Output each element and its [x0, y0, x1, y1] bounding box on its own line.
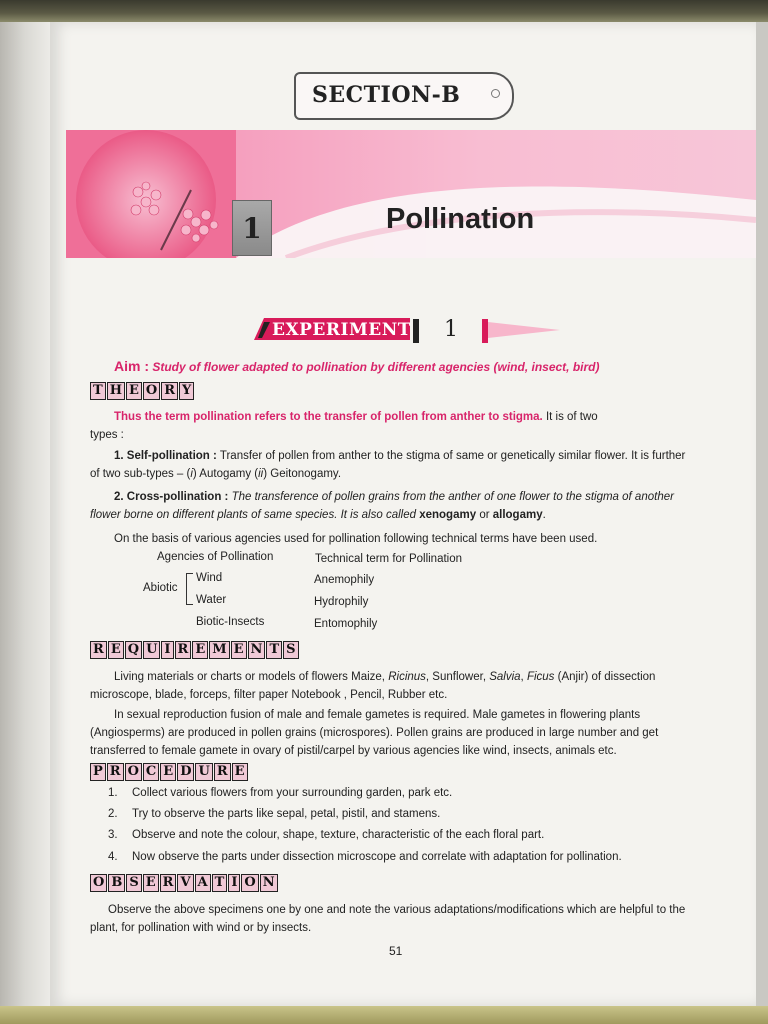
heading-letter: O — [125, 763, 142, 781]
heading-letter: R — [90, 641, 107, 659]
term-anemophily: Anemophily — [314, 574, 375, 586]
step-number: 3. — [108, 829, 118, 841]
cross-or: or — [479, 509, 490, 521]
self-pollination-text: Transfer of pollen from anther to the stigma of same or genetically similar flower. It is further — [219, 450, 686, 462]
req-materials-line2: microscope, blade, forceps, filter paper Notebook , Pencil, Rubber etc. — [90, 689, 448, 701]
requirements-para2 — [90, 706, 730, 760]
term-allogamy: allogamy — [492, 509, 543, 521]
requirements-para1 — [90, 668, 730, 704]
abiotic-label: Abiotic — [143, 582, 178, 594]
heading-letter: I — [161, 641, 173, 659]
heading-letter: O — [241, 874, 258, 892]
heading-letter: D — [177, 763, 194, 781]
observation-line1: Observe the above specimens one by one and note the various adaptations/modifications which are helpful to the — [108, 904, 686, 916]
req-materials-c: , — [520, 671, 524, 683]
req-para2-line1: In sexual reproduction fusion of male and female gametes is required. Male gametes in flowering plants — [114, 709, 641, 721]
req-ficus: Ficus — [526, 671, 555, 683]
theory-intro — [90, 408, 730, 444]
section-tag — [294, 72, 514, 120]
heading-letter: O — [143, 382, 160, 400]
req-materials-a: Living materials or charts or models of flowers Maize, — [114, 671, 385, 683]
heading-letter: B — [108, 874, 125, 892]
heading-letter: E — [232, 763, 248, 781]
term-entomophily: Entomophily — [314, 618, 378, 630]
step-text: Now observe the parts under dissection microscope and correlate with adaptation for pollination. — [132, 851, 622, 863]
experiment-bar-pink — [482, 319, 488, 343]
step-number: 4. — [108, 851, 118, 863]
banner-flower-graphic — [66, 130, 756, 258]
heading-letter: A — [195, 874, 211, 892]
experiment-bar-dark — [413, 319, 419, 343]
step-number: 1. — [108, 787, 118, 799]
scan-top-edge — [0, 0, 768, 22]
table-header-agencies: Agencies of Pollination — [157, 551, 274, 563]
term-xenogamy: xenogamy — [419, 509, 477, 521]
experiment-number: 1 — [444, 317, 458, 342]
abiotic-bracket — [186, 573, 193, 605]
heading-letter: U — [195, 763, 212, 781]
aim-label: Aim : — [114, 358, 149, 374]
heading-letter: O — [90, 874, 107, 892]
step-text: Observe and note the colour, shape, texture, characteristic of the each floral part. — [132, 829, 545, 841]
procedure-step-4 — [108, 851, 622, 863]
procedure-step-3 — [108, 829, 544, 841]
observation-para — [90, 901, 730, 937]
self-subtypes-ii: ii — [258, 468, 264, 480]
requirements-heading — [90, 641, 299, 659]
heading-letter: I — [228, 874, 240, 892]
step-text: Collect various flowers from your surrounding garden, park etc. — [132, 787, 453, 799]
aim-line — [114, 358, 600, 374]
heading-letter: E — [143, 874, 159, 892]
heading-letter: Q — [125, 641, 142, 659]
heading-letter: S — [283, 641, 298, 659]
heading-letter: E — [231, 641, 247, 659]
cross-pollination-para: 2. Cross-pollination : The transference of pollen grains from the anther of one flower to the stigma of another flower borne on different plants of same species. It is also called xenogamy or allogamy. — [90, 491, 674, 521]
aim-text: Study of flower adapted to pollination by different agencies (wind, insect, bird) — [152, 360, 600, 374]
heading-letter: R — [160, 874, 177, 892]
heading-letter: N — [260, 874, 278, 892]
heading-letter: R — [161, 382, 178, 400]
heading-letter: E — [192, 641, 208, 659]
heading-letter: P — [90, 763, 106, 781]
heading-letter: E — [160, 763, 176, 781]
heading-letter: H — [107, 382, 125, 400]
procedure-step-1 — [108, 787, 452, 799]
chapter-banner — [66, 130, 756, 258]
theory-intro-rest: It is of two — [545, 411, 598, 423]
heading-letter: T — [212, 874, 228, 892]
page-number: 51 — [389, 944, 403, 958]
heading-letter: S — [126, 874, 141, 892]
section-tag-text: SECTION-B — [312, 82, 461, 108]
heading-letter: Y — [179, 382, 194, 400]
heading-letter: T — [266, 641, 282, 659]
self-pollination-label: 1. Self-pollination : — [114, 450, 217, 462]
chapter-number-box: 1 — [232, 200, 272, 256]
req-para2-line3: transferred to female gamete in ovary of pistil/carpel by various agencies like wind, insects, animals etc. — [90, 745, 617, 757]
heading-letter: N — [248, 641, 266, 659]
agency-biotic-insects: Biotic-Insects — [196, 616, 265, 628]
cross-pollination-label: 2. Cross-pollination : — [114, 491, 229, 503]
cross-text-line2: flower borne on different plants of same species. It is also called — [90, 509, 417, 521]
self-pollination-para — [90, 447, 730, 483]
procedure-heading — [90, 763, 248, 781]
heading-letter: T — [90, 382, 106, 400]
term-hydrophily: Hydrophily — [314, 596, 369, 608]
heading-letter: R — [214, 763, 231, 781]
agency-water: Water — [196, 594, 227, 606]
self-subtypes-c: ) Geitonogamy. — [263, 468, 342, 480]
req-materials-b: , Sunflower, — [425, 671, 487, 683]
step-number: 2. — [108, 808, 118, 820]
heading-letter: E — [108, 641, 124, 659]
cross-pollination-text: The transference of pollen grains from the anther of one flower to the stigma of another — [231, 491, 674, 503]
agency-wind: Wind — [196, 572, 223, 584]
step-text: Try to observe the parts like sepal, petal, pistil, and stamens. — [132, 808, 441, 820]
basis-line: On the basis of various agencies used for pollination following technical terms have been used. — [114, 533, 598, 545]
heading-letter: E — [126, 382, 142, 400]
chapter-title: Pollination — [386, 203, 535, 235]
heading-letter: C — [143, 763, 159, 781]
table-header-terms: Technical term for Pollination — [315, 553, 463, 565]
theory-heading — [90, 382, 194, 400]
self-subtypes-i: i — [190, 468, 193, 480]
experiment-label: EXPERIMENT — [272, 320, 411, 340]
scan-bottom-edge — [0, 1006, 768, 1024]
req-ricinus: Ricinus — [388, 671, 426, 683]
heading-letter: R — [107, 763, 124, 781]
heading-letter: M — [209, 641, 229, 659]
req-materials-d: (Anjir) of dissection — [557, 671, 656, 683]
self-subtypes-b: ) Autogamy ( — [192, 468, 259, 480]
heading-letter: U — [143, 641, 160, 659]
heading-letter: R — [175, 641, 192, 659]
req-para2-line2: (Angiosperms) are produced in pollen grains (microspores). Pollen grains are produced in large number and get — [90, 727, 659, 739]
observation-line2: plant, for pollination with wind or by insects. — [90, 922, 312, 934]
theory-intro-types: types : — [90, 429, 124, 441]
req-salvia: Salvia — [489, 671, 521, 683]
self-subtypes-a: of two sub-types – ( — [90, 468, 191, 480]
heading-letter: V — [177, 874, 193, 892]
procedure-step-2 — [108, 808, 440, 820]
theory-intro-pink: Thus the term pollination refers to the transfer of pollen from anther to stigma. — [114, 411, 543, 423]
observation-heading — [90, 874, 278, 892]
tag-hole-icon — [491, 89, 500, 98]
